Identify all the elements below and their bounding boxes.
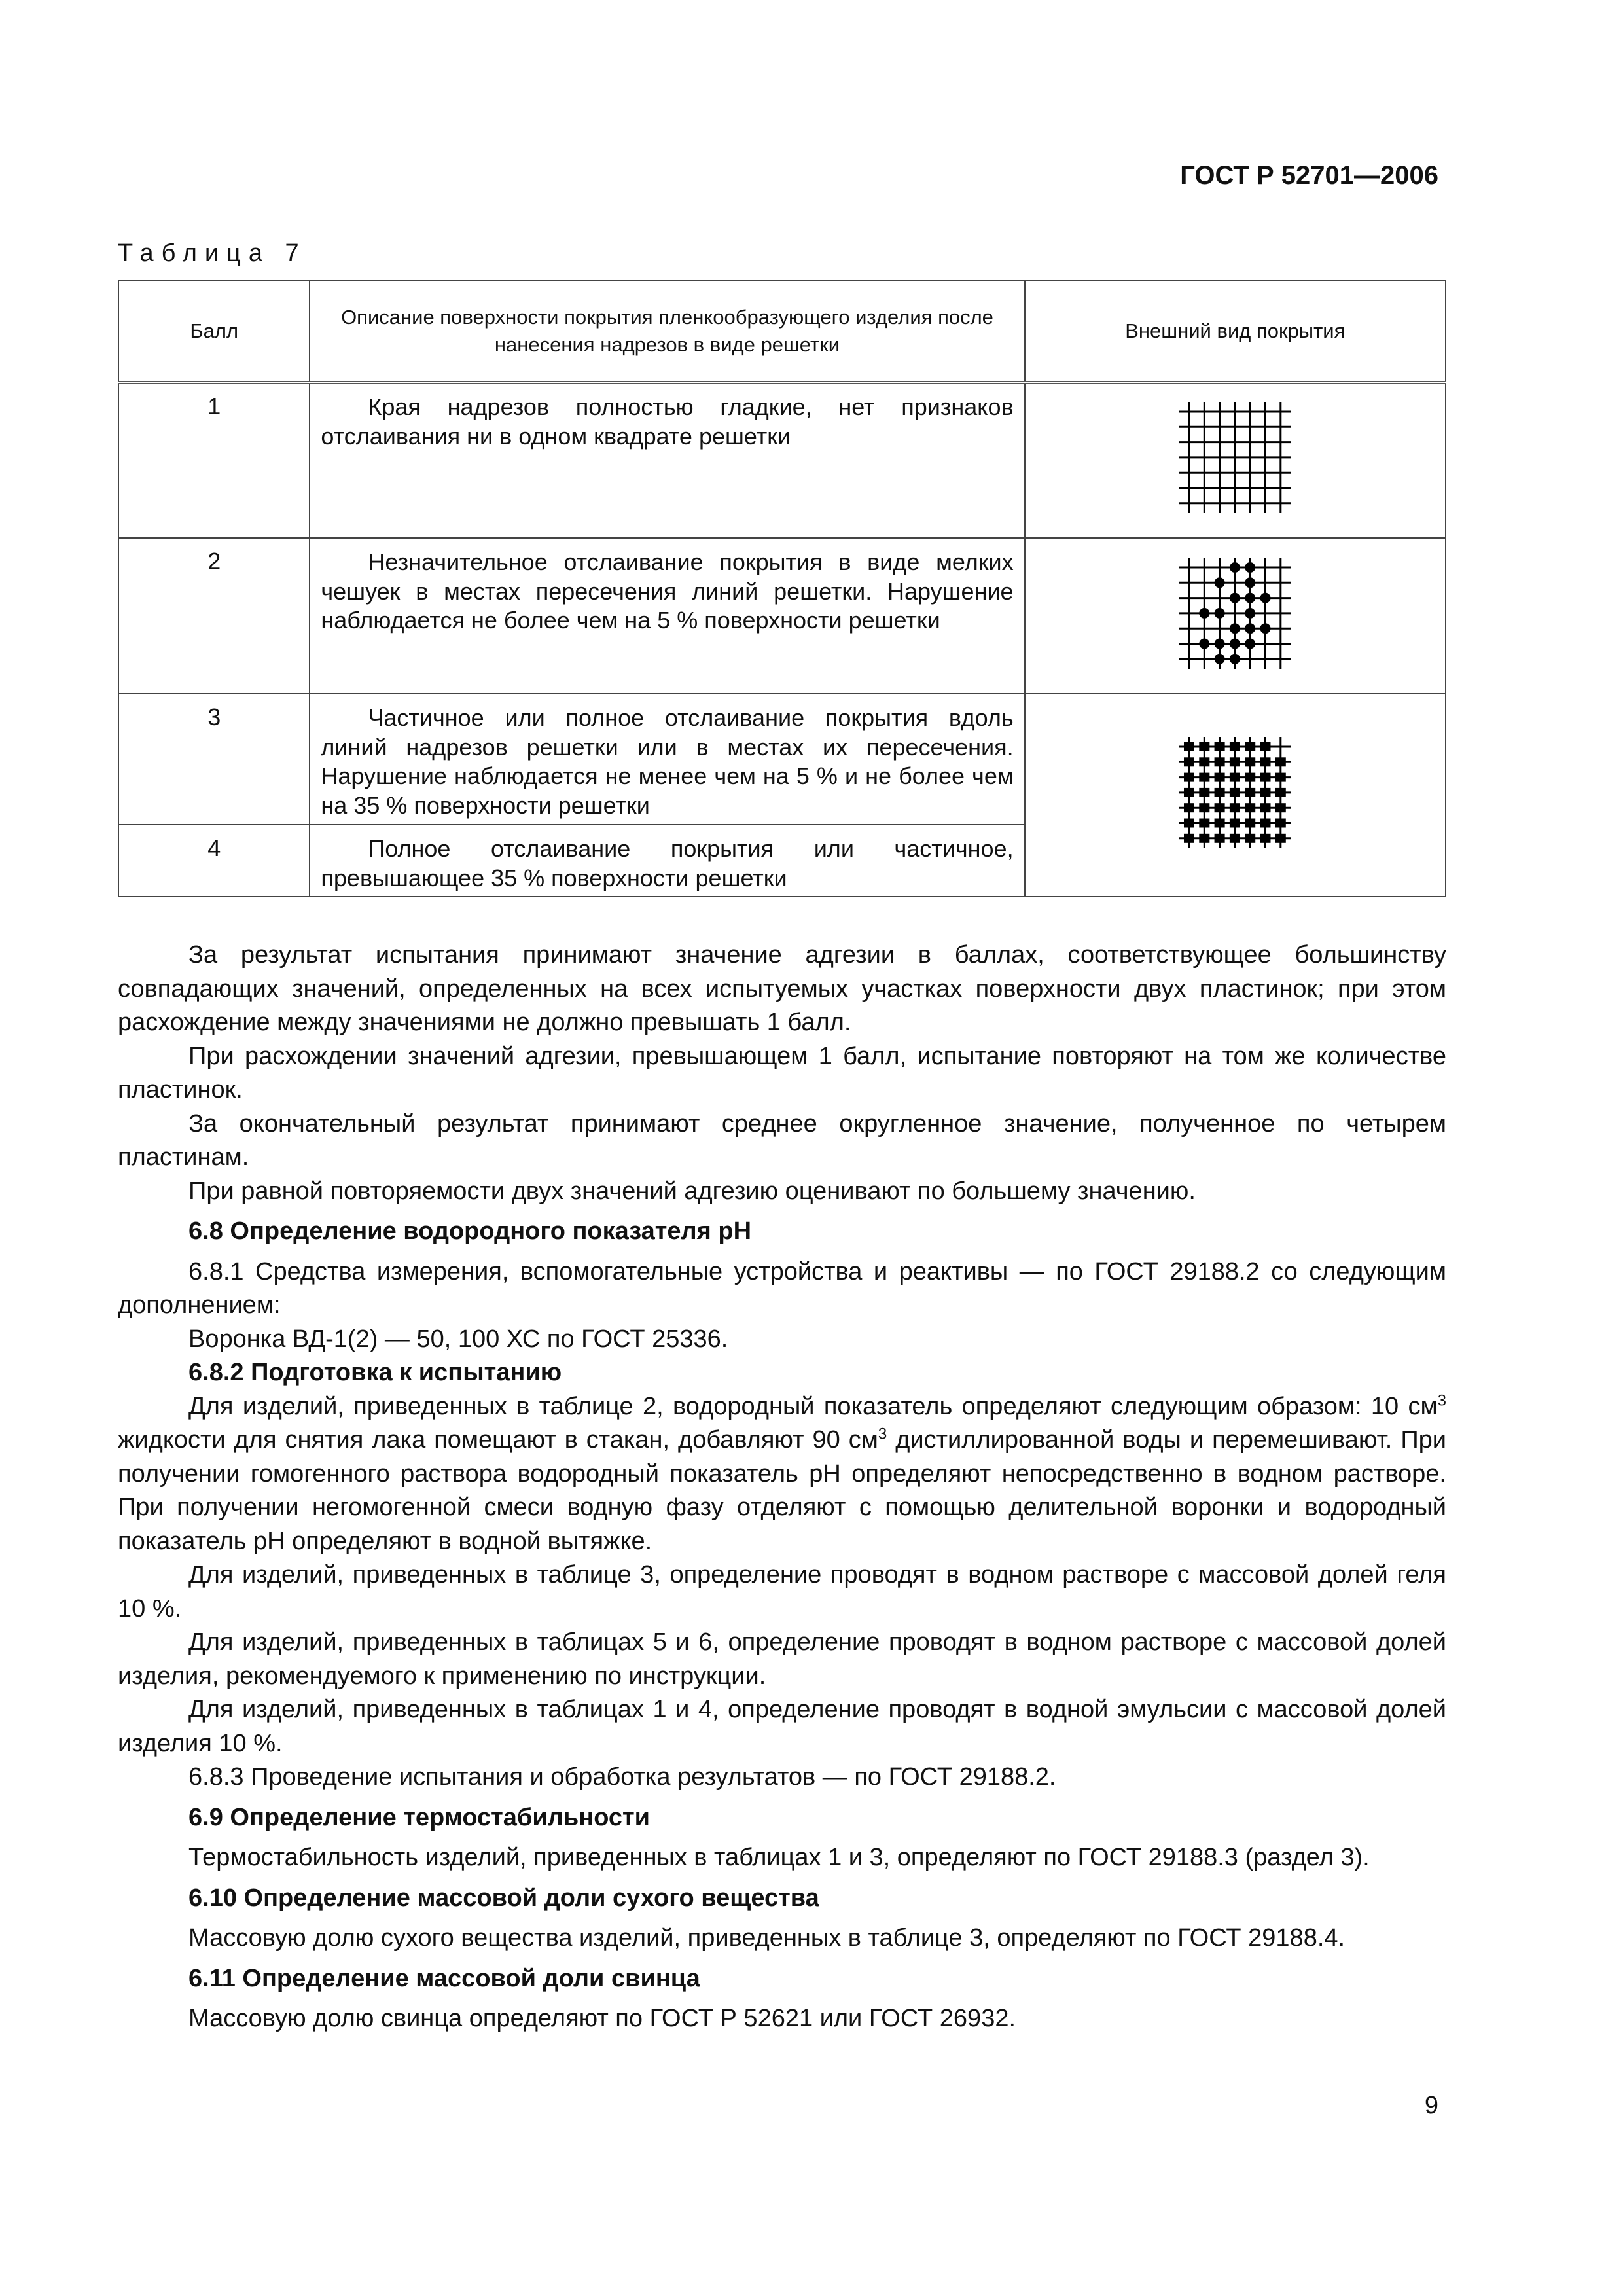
superscript: 3 bbox=[1437, 1391, 1446, 1409]
paragraph: Для изделий, приведенных в таблицах 5 и 6, определение проводят в водном растворе с массовой долей изделия, рекомендуемого к применению по инструкции. bbox=[118, 1628, 1446, 1690]
section-heading-6-10: 6.10 Определение массовой доли сухого вещества bbox=[188, 1884, 819, 1912]
page-number: 9 bbox=[1424, 2092, 1438, 2119]
table-row bbox=[118, 694, 1446, 825]
paragraph: 6.8.1 Средства измерения, вспомогательные устройства и реактивы — по ГОСТ 29188.2 со следующим дополнением: bbox=[118, 1257, 1446, 1319]
header-appearance: Внешний вид покрытия bbox=[1025, 281, 1446, 382]
section-heading-6-8: 6.8 Определение водородного показателя pH bbox=[188, 1217, 752, 1245]
header-score: Балл bbox=[118, 281, 310, 382]
crosshatch-grid-blocks-icon bbox=[1176, 734, 1294, 852]
table-row bbox=[118, 382, 1446, 538]
text-span: Для изделий, приведенных в таблице 2, водородный показатель определяют следующим образом: 10 см bbox=[188, 1392, 1438, 1420]
paragraph bbox=[118, 1390, 1446, 1559]
paragraph: 6.8.3 Проведение испытания и обработка результатов — по ГОСТ 29188.2. bbox=[188, 1763, 1056, 1791]
paragraph: Массовую долю свинца определяют по ГОСТ Р 52621 или ГОСТ 26932. bbox=[188, 2005, 1016, 2032]
paragraph: При расхождении значений адгезии, превышающем 1 балл, испытание повторяют на том же количестве пластинок. bbox=[118, 1042, 1446, 1103]
table-header-row bbox=[118, 281, 1446, 382]
paragraph: При равной повторяемости двух значений адгезию оценивают по большему значению. bbox=[188, 1177, 1196, 1205]
table-row bbox=[118, 538, 1446, 694]
paragraph: Массовую долю сухого вещества изделий, приведенных в таблице 3, определяют по ГОСТ 29188.4. bbox=[188, 1924, 1346, 1952]
row-score: 4 bbox=[118, 825, 310, 897]
row-description: Края надрезов полностью гладкие, нет признаков отслаивания ни в одном квадрате решетки bbox=[310, 382, 1024, 538]
superscript: 3 bbox=[878, 1425, 887, 1443]
row-score: 3 bbox=[118, 694, 310, 825]
row-description: Полное отслаивание покрытия или частичное, превышающее 35 % поверхности решетки bbox=[310, 825, 1024, 897]
crosshatch-grid-clean-icon bbox=[1176, 399, 1294, 516]
paragraph: Для изделий, приведенных в таблице 3, определение проводят в водном растворе с массовой долей геля 10 %. bbox=[118, 1561, 1446, 1623]
text-span: жидкости для снятия лака помещают в стакан, добавляют 90 см bbox=[118, 1426, 878, 1454]
paragraph: Для изделий, приведенных в таблицах 1 и 4, определение проводят в водной эмульсии с массовой долей изделия 10 %. bbox=[118, 1696, 1446, 1757]
paragraph: За результат испытания принимают значение адгезии в баллах, соответствующее большинству совпадающих значений, определенных на всех испытуемых участках поверхности двух пластинок; при этом расхождение между значениями не должно превышать 1 балл. bbox=[118, 941, 1446, 1036]
row-description: Незначительное отслаивание покрытия в виде мелких чешуек в местах пересечения линий решетки. Нарушение наблюдается не более чем на 5 % поверхности решетки bbox=[310, 538, 1024, 694]
row-score: 1 bbox=[118, 382, 310, 538]
grid-appearance-cell bbox=[1025, 694, 1446, 897]
section-heading-6-8-2: 6.8.2 Подготовка к испытанию bbox=[188, 1359, 562, 1386]
row-description: Частичное или полное отслаивание покрытия вдоль линий надрезов решетки или в местах их пересечения. Нарушение наблюдается не менее чем на 5 % и не более чем на 35 % поверхности решетки bbox=[310, 694, 1024, 825]
section-heading-6-9: 6.9 Определение термостабильности bbox=[188, 1803, 651, 1831]
section-heading-6-11: 6.11 Определение массовой доли свинца bbox=[188, 1964, 700, 1992]
grid-appearance-cell bbox=[1025, 382, 1446, 538]
paragraph: Термостабильность изделий, приведенных в таблицах 1 и 3, определяют по ГОСТ 29188.3 (раздел 3). bbox=[188, 1844, 1370, 1871]
paragraph: Воронка ВД-1(2) — 50, 100 ХС по ГОСТ 25336. bbox=[188, 1325, 728, 1353]
adhesion-table bbox=[118, 280, 1446, 897]
body-text bbox=[118, 939, 1446, 2036]
text-span: дистиллированной воды и перемешивают. При получении гомогенного раствора водородный показатель pH определяют непосредственно в водном растворе. При получении негомогенной смеси водную фазу отделяют с помощью делительной воронки и водородный показатель pH определяют в водной вытяжке. bbox=[118, 1426, 1447, 1555]
crosshatch-grid-dots-icon bbox=[1176, 554, 1294, 672]
grid-appearance-cell bbox=[1025, 538, 1446, 694]
table-caption: Таблица 7 bbox=[118, 240, 307, 267]
document-code: ГОСТ Р 52701—2006 bbox=[1180, 161, 1438, 190]
row-score: 2 bbox=[118, 538, 310, 694]
paragraph: За окончательный результат принимают среднее округленное значение, полученное по четырем пластинам. bbox=[118, 1109, 1446, 1171]
header-description: Описание поверхности покрытия пленкообразующего изделия после нанесения надрезов в виде решетки bbox=[310, 281, 1024, 382]
